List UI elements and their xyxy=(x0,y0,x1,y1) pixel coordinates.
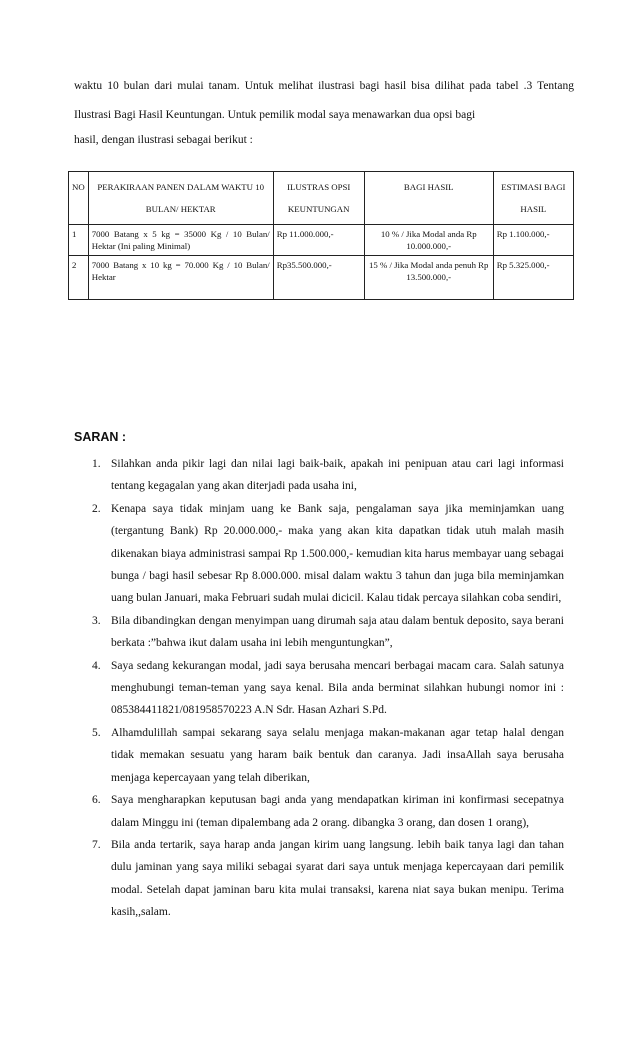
table-cell: 1 xyxy=(69,225,89,256)
list-item xyxy=(92,789,564,834)
list-item xyxy=(92,453,564,498)
table-cell: Rp 5.325.000,- xyxy=(493,256,573,300)
list-item-number: 2. xyxy=(92,502,101,515)
list-item-text: Saya mengharapkan keputusan bagi anda yang mendapatkan kiriman ini konfirmasi secepatnya dalam Minggu ini (teman dipalembang ada 2 orang. dibangka 3 orang, dan dosen 1 orang), xyxy=(111,794,564,829)
list-item-number: 7. xyxy=(92,838,101,851)
intro-text-line-2: hasil, dengan ilustrasi sebagai berikut : xyxy=(74,134,253,146)
list-item-number: 3. xyxy=(92,614,101,627)
list-item xyxy=(92,610,564,655)
table-cell: 2 xyxy=(69,256,89,300)
table-cell: 10 % / Jika Modal anda Rp 10.000.000,- xyxy=(364,225,493,256)
list-item-number: 6. xyxy=(92,794,101,807)
list-item-number: 4. xyxy=(92,659,101,672)
list-item xyxy=(92,655,564,722)
list-item xyxy=(92,498,564,610)
table-header-cell: BAGI HASIL xyxy=(364,172,493,225)
list-item-text: Silahkan anda pikir lagi dan nilai lagi baik-baik, apakah ini penipuan atau cari lagi informasi tentang kegagalan yang akan diterjadi pada usaha ini, xyxy=(111,458,564,493)
intro-text-line-1: waktu 10 bulan dari mulai tanam. Untuk melihat ilustrasi bagi hasil bisa dilihat pada tabel .3 Tentang Ilustrasi Bagi Hasil Keuntungan. Untuk pemilik modal saya menawarkan dua opsi bagi xyxy=(74,80,574,121)
table-cell: Rp 11.000.000,- xyxy=(273,225,364,256)
table-cell: 7000 Batang x 5 kg = 35000 Kg / 10 Bulan/ Hektar (Ini paling Minimal) xyxy=(88,225,273,256)
saran-list xyxy=(92,453,564,924)
table-cell: 15 % / Jika Modal anda penuh Rp 13.500.000,- xyxy=(364,256,493,300)
list-item xyxy=(92,722,564,789)
table-row xyxy=(69,256,574,300)
list-item-text: Kenapa saya tidak minjam uang ke Bank saja, pengalaman saya jika meminjamkan uang (tergantung Bank) Rp 20.000.000,- maka yang akan kita dapatkan tidak utuh malah masih dikenakan biaya administrasi sampai Rp 1.500.000,- kemudian kita harus membayar uang sebagai bunga / bagi hasil sebesar Rp 8.000.000. misal dalam waktu 3 tahun dan juga bila meminjamkan uang bulan Januari, maka Februari sudah mulai dicicil. Kalau tidak percaya silahkan coba sendiri, xyxy=(111,502,564,605)
list-item xyxy=(92,834,564,924)
list-item-text: Alhamdulillah sampai sekarang saya selalu menjaga makan-makanan agar tetap halal dengan tidak memakan sesuatu yang haram baik bentuk dan caranya. Jadi insaAllah saya berusaha menjaga kepercayaan yang telah diberikan, xyxy=(111,726,564,784)
table-cell: 7000 Batang x 10 kg = 70.000 Kg / 10 Bulan/ Hektar xyxy=(88,256,273,300)
list-item-text: Bila anda tertarik, saya harap anda jangan kirim uang langsung. lebih baik tanya lagi dan tahan dulu jaminan yang saya miliki sebagai syarat dari saya untuk menjaga kepercayaan dari pemilik modal. Setelah dapat jaminan baru kita mulai transaksi, karena niat saya bukan menipu. Terima kasih,,salam. xyxy=(111,838,564,919)
list-item-text: Saya sedang kekurangan modal, jadi saya berusaha mencari berbagai macam cara. Salah satunya menghubungi teman-teman yang saya kenal. Bila anda berminat silahkan hubungi nomor ini : 085384411821/081958570223 A.N Sdr. Hasan Azhari S.Pd. xyxy=(111,659,564,717)
table-cell: Rp 1.100.000,- xyxy=(493,225,573,256)
table-header-cell: ILUSTRAS OPSI KEUNTUNGAN xyxy=(273,172,364,225)
table-header-cell: NO xyxy=(69,172,89,225)
table-header-cell: PERAKIRAAN PANEN DALAM WAKTU 10 BULAN/ HEKTAR xyxy=(88,172,273,225)
list-item-number: 5. xyxy=(92,726,101,739)
table-cell: Rp35.500.000,- xyxy=(273,256,364,300)
list-item-number: 1. xyxy=(92,458,101,470)
table-header-cell: ESTIMASI BAGI HASIL xyxy=(493,172,573,225)
table-header-row xyxy=(69,172,574,225)
table-row xyxy=(69,225,574,256)
saran-heading: SARAN : xyxy=(74,430,127,444)
profit-sharing-table xyxy=(68,171,574,300)
list-item-text: Bila dibandingkan dengan menyimpan uang dirumah saja atau dalam bentuk deposito, saya berani berkata :”bahwa ikut dalam usaha ini lebih menguntungkan”, xyxy=(111,614,564,650)
